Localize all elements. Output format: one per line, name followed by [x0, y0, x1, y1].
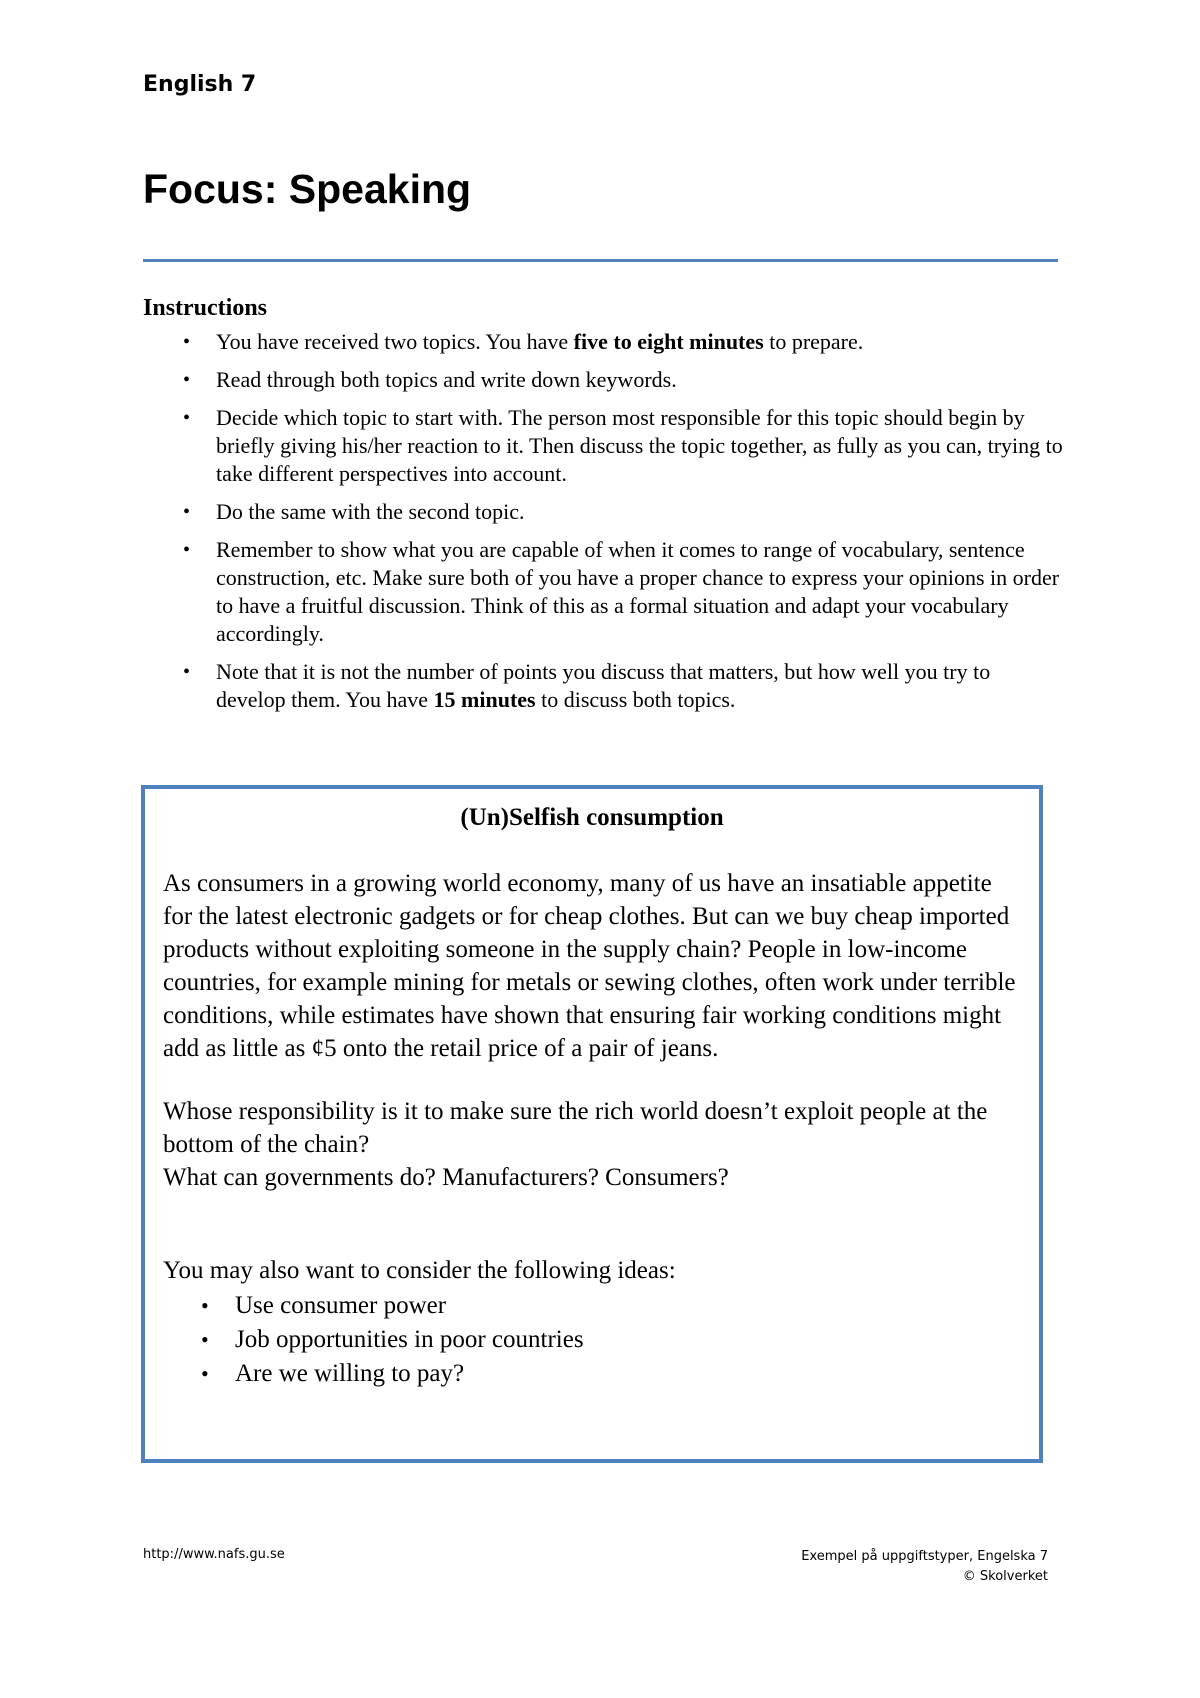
- instruction-text: to prepare.: [763, 329, 864, 354]
- topic-body: [163, 867, 1019, 1391]
- ideas-list: [163, 1289, 1019, 1391]
- instruction-item: [143, 658, 1063, 714]
- page-title: Focus: Speaking: [143, 166, 472, 212]
- bullet-icon: •: [183, 501, 191, 523]
- instruction-text: You have received two topics. You have: [216, 329, 574, 354]
- instruction-item: [143, 404, 1063, 488]
- bullet-icon: •: [183, 407, 191, 429]
- course-header: English 7: [143, 72, 257, 97]
- instruction-text: Read through both topics and write down keywords.: [216, 367, 677, 392]
- instructions-heading: Instructions: [143, 295, 268, 321]
- idea-text: Job opportunities in poor countries: [235, 1326, 584, 1353]
- bullet-icon: •: [201, 1361, 209, 1386]
- idea-item: [163, 1357, 1019, 1391]
- instructions-list: [143, 328, 1063, 714]
- ideas-intro: You may also want to consider the following ideas:: [163, 1257, 676, 1284]
- instruction-emphasis: 15 minutes: [433, 687, 536, 712]
- topic-title: (Un)Selfish consumption: [460, 804, 724, 831]
- instruction-text: Decide which topic to start with. The person most responsible for this topic should begin by briefly giving his/her reaction to it. Then discuss the topic together, as fully as you can, trying to take different perspectives into account.: [216, 405, 1063, 486]
- instruction-text: Do the same with the second topic.: [216, 499, 525, 524]
- bullet-icon: •: [201, 1327, 209, 1352]
- idea-text: Are we willing to pay?: [235, 1360, 465, 1387]
- instruction-emphasis: five to eight minutes: [573, 329, 764, 354]
- idea-text: Use consumer power: [235, 1292, 447, 1319]
- instruction-item: [143, 328, 1063, 356]
- footer-url: http://www.nafs.gu.se: [143, 1547, 285, 1562]
- bullet-icon: •: [183, 661, 191, 683]
- topic-question-2: What can governments do? Manufacturers? Consumers?: [163, 1164, 729, 1191]
- footer-copyright: © Skolverket: [962, 1569, 1048, 1584]
- idea-item: [163, 1323, 1019, 1357]
- title-divider: [143, 259, 1058, 262]
- footer-description: Exempel på uppgiftstyper, Engelska 7: [801, 1549, 1048, 1564]
- topic-question-1: Whose responsibility is it to make sure the rich world doesn’t exploit people at the bottom of the chain?: [163, 1098, 988, 1158]
- instruction-item: [143, 536, 1063, 648]
- bullet-icon: •: [201, 1293, 209, 1318]
- instruction-text: Note that it is not the number of points you discuss that matters, but how well you try to develop them. You have: [216, 659, 991, 712]
- idea-item: [163, 1289, 1019, 1323]
- bullet-icon: •: [183, 331, 191, 353]
- bullet-icon: •: [183, 539, 191, 561]
- instruction-text: to discuss both topics.: [535, 687, 736, 712]
- instructions-section: [143, 294, 1063, 724]
- instruction-item: [143, 498, 1063, 526]
- footer-credits: [801, 1547, 1048, 1587]
- topic-box: [141, 785, 1043, 1463]
- bullet-icon: •: [183, 369, 191, 391]
- instruction-text: Remember to show what you are capable of when it comes to range of vocabulary, sentence construction, etc. Make sure both of you have a proper chance to express your opinions in order to have a fruitful discussion. Think of this as a formal situation and adapt your vocabulary accordingly.: [216, 537, 1060, 646]
- instruction-item: [143, 366, 1063, 394]
- topic-paragraph: As consumers in a growing world economy, many of us have an insatiable appetite for the latest electronic gadgets or for cheap clothes. But can we buy cheap imported products without exploiting someone in the supply chain? People in low-income countries, for example mining for metals or sewing clothes, often work under terrible conditions, while estimates have shown that ensuring fair working conditions might add as little as ¢5 onto the retail price of a pair of jeans.: [163, 870, 1016, 1062]
